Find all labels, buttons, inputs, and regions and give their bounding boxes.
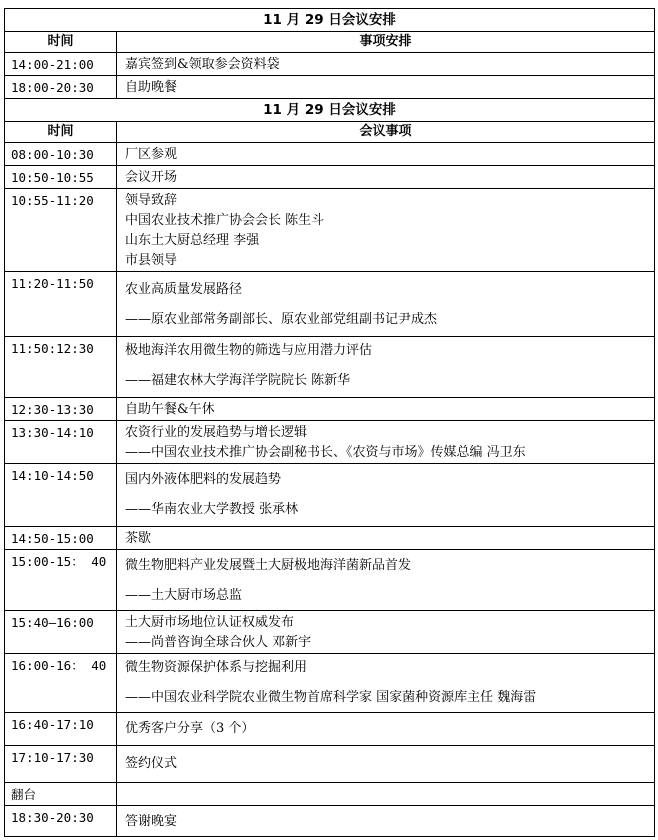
section2-title: 11 月 29 日会议安排 — [5, 99, 655, 122]
row-item — [117, 337, 655, 398]
row-item — [117, 464, 655, 527]
section2-banner — [5, 99, 655, 122]
row-item — [117, 527, 655, 550]
table-row — [5, 53, 655, 76]
section1-banner — [5, 9, 655, 32]
item-line: ——原农业部常务副部长、原农业部党组副书记尹成杰 — [125, 312, 438, 327]
item-line: 茶歇 — [125, 531, 152, 546]
table-row — [5, 166, 655, 189]
row-time: 16:00-16： 40 — [5, 654, 117, 713]
section1-col-time: 时间 — [5, 32, 117, 53]
table-row — [5, 76, 655, 99]
row-item — [117, 611, 655, 654]
row-time: 14:10-14:50 — [5, 464, 117, 527]
item-line: 农资行业的发展趋势与增长逻辑 — [125, 425, 308, 440]
row-time: 08:00-10:30 — [5, 143, 117, 166]
row-time: 10:50-10:55 — [5, 166, 117, 189]
item-line: 答谢晚宴 — [125, 814, 178, 829]
table-row — [5, 746, 655, 783]
item-line: ——中国农业技术推广协会副秘书长、《农资与市场》传媒总编 冯卫东 — [125, 445, 526, 460]
item-line: 农业高质量发展路径 — [125, 282, 243, 297]
row-item — [117, 272, 655, 337]
row-item — [117, 53, 655, 76]
item-line: 微生物资源保护体系与挖掘利用 — [125, 660, 308, 675]
row-item — [117, 398, 655, 421]
item-line: 极地海洋农用微生物的筛选与应用潜力评估 — [125, 343, 373, 358]
row-time: 15:40—16:00 — [5, 611, 117, 654]
table-row — [5, 464, 655, 527]
agenda-table — [4, 8, 655, 837]
row-time: 14:50-15:00 — [5, 527, 117, 550]
item-line: 微生物肥料产业发展暨土大厨极地海洋菌新品首发 — [125, 558, 412, 573]
table-row — [5, 398, 655, 421]
table-row — [5, 272, 655, 337]
table-row — [5, 337, 655, 398]
row-time: 15:00-15： 40 — [5, 550, 117, 611]
item-line: 自助午餐&午休 — [125, 402, 215, 417]
row-time: 12:30-13:30 — [5, 398, 117, 421]
table-row — [5, 421, 655, 464]
section2-col-item: 会议事项 — [117, 122, 655, 143]
item-line: 领导致辞 — [125, 193, 178, 208]
section1-col-item: 事项安排 — [117, 32, 655, 53]
table-row — [5, 189, 655, 272]
item-line: ——中国农业科学院农业微生物首席科学家 国家菌种资源库主任 魏海雷 — [125, 690, 537, 705]
table-row — [5, 806, 655, 837]
row-time: 17:10-17:30 — [5, 746, 117, 783]
table-row — [5, 611, 655, 654]
row-time: 16:40-17:10 — [5, 713, 117, 746]
row-time: 18:00-20:30 — [5, 76, 117, 99]
row-time: 13:30-14:10 — [5, 421, 117, 464]
row-item — [117, 713, 655, 746]
row-item — [117, 166, 655, 189]
item-line: 土大厨市场地位认证权威发布 — [125, 615, 295, 630]
row-time: 11:50:12:30 — [5, 337, 117, 398]
row-item — [117, 654, 655, 713]
table-row — [5, 550, 655, 611]
item-line: ——土大厨市场总监 — [125, 588, 243, 603]
item-line: 厂区参观 — [125, 147, 178, 162]
row-item — [117, 76, 655, 99]
item-line: 自助晚餐 — [125, 80, 178, 95]
row-item — [117, 189, 655, 272]
item-line: ——福建农林大学海洋学院院长 陈新华 — [125, 373, 351, 388]
item-line: ——华南农业大学教授 张承林 — [125, 502, 299, 517]
table-row — [5, 527, 655, 550]
row-item — [117, 421, 655, 464]
item-line: 会议开场 — [125, 170, 178, 185]
row-time: 翻台 — [5, 783, 117, 806]
row-item — [117, 783, 655, 806]
table-row — [5, 654, 655, 713]
row-item — [117, 550, 655, 611]
row-item — [117, 746, 655, 783]
section1-title: 11 月 29 日会议安排 — [5, 9, 655, 32]
section2-header-row — [5, 122, 655, 143]
row-item — [117, 806, 655, 837]
row-item — [117, 143, 655, 166]
section2-col-time: 时间 — [5, 122, 117, 143]
item-line: 山东土大厨总经理 李强 — [125, 233, 260, 248]
item-line: 市县领导 — [125, 253, 178, 268]
item-line: 签约仪式 — [125, 756, 178, 771]
row-time: 18:30-20:30 — [5, 806, 117, 837]
row-time: 10:55-11:20 — [5, 189, 117, 272]
item-line: ——尚普咨询全球合伙人 邓新宇 — [125, 635, 312, 650]
row-time: 14:00-21:00 — [5, 53, 117, 76]
agenda-sheet — [4, 8, 654, 837]
item-line: 优秀客户分享（3 个） — [125, 721, 255, 736]
table-row — [5, 143, 655, 166]
item-line: 嘉宾签到&领取参会资料袋 — [125, 57, 280, 72]
table-row — [5, 783, 655, 806]
section1-header-row — [5, 32, 655, 53]
table-row — [5, 713, 655, 746]
item-line: 中国农业技术推广协会会长 陈生斗 — [125, 213, 325, 228]
item-line: 国内外液体肥料的发展趋势 — [125, 472, 282, 487]
row-time: 11:20-11:50 — [5, 272, 117, 337]
